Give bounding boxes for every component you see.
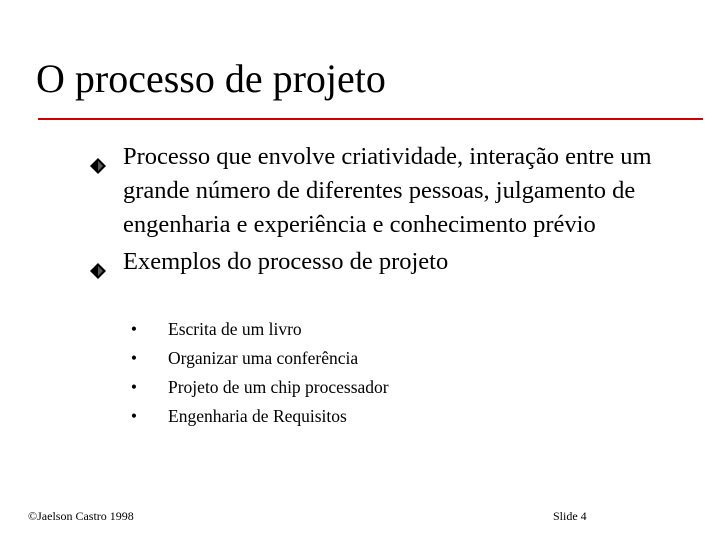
- bullet-dot-icon: •: [130, 377, 138, 397]
- footer-copyright: ©Jaelson Castro 1998: [28, 509, 134, 523]
- main-bullet-text: Processo que envolve criatividade, interação entre um grande número de diferentes pessoas, julgamento de engenharia e experiência e conhecimento prévio: [123, 143, 652, 238]
- sub-bullet-item: [128, 402, 528, 431]
- sub-bullet-item: [128, 373, 528, 402]
- sub-bullet-text: Engenharia de Requisitos: [168, 406, 347, 426]
- main-bullet-item: [84, 245, 684, 279]
- slide-title: O processo de projeto: [36, 56, 386, 101]
- sub-bullet-text: Escrita de um livro: [168, 319, 302, 339]
- bullet-dot-icon: •: [130, 319, 138, 339]
- main-bullet-item: [84, 140, 684, 242]
- slide-number: Slide 4: [553, 509, 587, 523]
- diamond-icon: [90, 255, 106, 271]
- title-underline: [38, 118, 703, 120]
- sub-bullet-text: Projeto de um chip processador: [168, 377, 389, 397]
- sub-bullet-text: Organizar uma conferência: [168, 348, 359, 368]
- sub-bullet-list: [128, 315, 528, 431]
- main-bullet-text: Exemplos do processo de projeto: [123, 248, 449, 275]
- sub-bullet-item: [128, 315, 528, 344]
- diamond-icon: [90, 150, 106, 166]
- bullet-dot-icon: •: [130, 348, 138, 368]
- sub-bullet-item: [128, 344, 528, 373]
- main-bullet-list: [84, 140, 684, 279]
- bullet-dot-icon: •: [130, 406, 138, 426]
